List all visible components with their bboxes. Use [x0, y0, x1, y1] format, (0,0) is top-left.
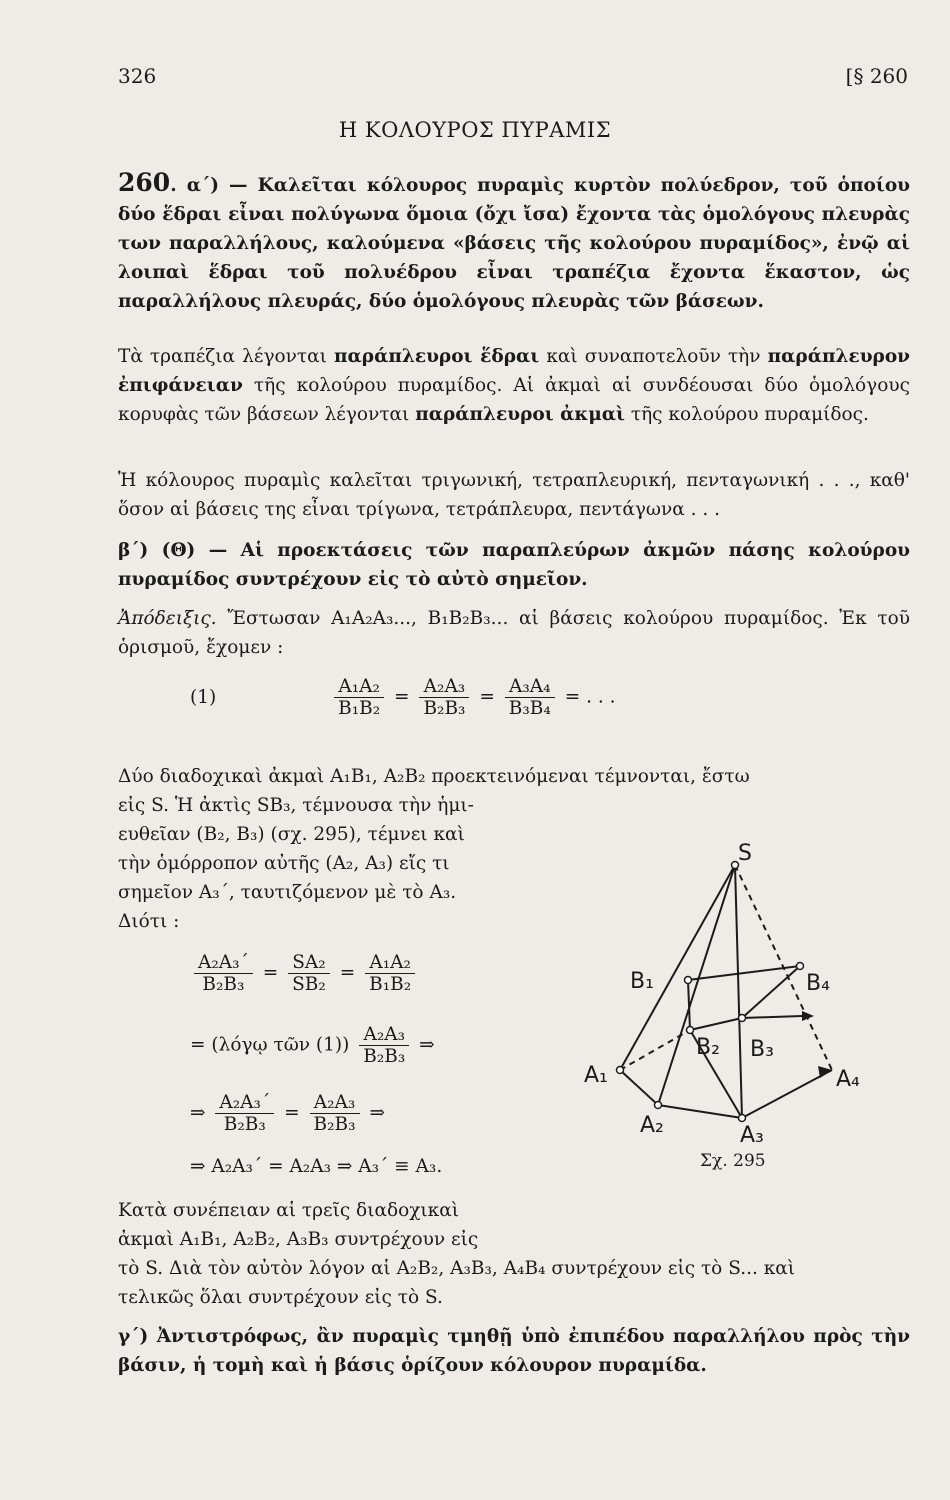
numerator: A₁A₂	[365, 952, 415, 974]
implies-arrow: ⇒	[419, 1034, 435, 1056]
denominator: B₂B₃	[202, 974, 245, 995]
denominator: B₂B₃	[223, 1114, 266, 1135]
term-lateral-surface: παράπλευρον ἐπιφάνειαν	[118, 346, 911, 396]
section-reference: [§ 260	[845, 64, 908, 88]
equation-3	[190, 1024, 435, 1067]
fraction	[310, 1092, 360, 1135]
theorem-statement: β΄) (Θ) — Αἱ προεκτάσεις τῶν παραπλεύρων ἀκμῶν πάσης κολούρου πυραμίδος συντρέχουν εἰς τὸ αὐτὸ σημεῖον.	[118, 540, 910, 590]
text-line: εἰς S. Ἡ ἀκτὶς SB₃, τέμνουσα τὴν ἡμι-	[118, 795, 474, 816]
lateral-faces-paragraph	[118, 342, 910, 429]
page-title: Η ΚΟΛΟΥΡΟΣ ΠΥΡΑΜΙΣ	[338, 118, 612, 142]
edge-a3-a4	[742, 1070, 832, 1118]
edge-a2-a3	[658, 1105, 742, 1118]
ellipsis: = . . .	[564, 686, 616, 708]
fraction	[288, 952, 330, 995]
fraction	[334, 676, 384, 719]
definition-text: . α΄) — Καλεῖται κόλουρος πυραμὶς κυρτὸν πολύεδρον, τοῦ ὁποίου δύο ἕδραι εἶναι πολύγωνα ὅμοια (ὄχι ἴσα) ἔχοντα τὰς ὁμολόγους πλευρὰς των παραλλήλους, καλούμενα «βάσεις τῆς κολούρου πυραμίδος», ἐνῷ αἱ λοιπαὶ ἕδραι τοῦ πολυέδρου εἶναι τραπέζια ἔχοντα ἕκαστον, ὡς παραλλήλους πλευράς, δύο ὁμολόγους πλευρὰς τῶν βάσεων.	[118, 175, 910, 312]
text-line: ευθεῖαν (B₂, B₃) (σχ. 295), τέμνει καὶ	[118, 824, 465, 845]
denominator: B₁B₂	[369, 974, 412, 995]
fraction	[505, 676, 555, 719]
edge-a1-a2	[620, 1070, 658, 1105]
numerator: A₂A₃΄	[194, 952, 253, 974]
implies-arrow: ⇒	[190, 1102, 206, 1124]
numerator: A₁A₂	[334, 676, 384, 698]
classification-paragraph: Ἡ κόλουρος πυραμὶς καλεῖται τριγωνική, τετραπλευρική, πενταγωνική . . ., καθ' ὅσον αἱ βάσεις της εἶναι τρίγωνα, τετράπλευρα, πεντάγωνα . . .	[118, 470, 910, 520]
fraction	[365, 952, 415, 995]
label-b2: B₂	[696, 1035, 720, 1060]
term-lateral-faces: παράπλευροι ἕδραι	[334, 346, 540, 367]
denominator: B₂B₃	[363, 1046, 406, 1067]
proof-intro	[118, 604, 910, 662]
denominator: B₂B₃	[313, 1114, 356, 1135]
article-number: 260	[118, 168, 171, 197]
equation-1	[190, 676, 615, 719]
equation-5: ⇒ A₂A₃΄ = A₂A₃ ⇒ A₃΄ ≡ A₃.	[190, 1156, 443, 1177]
text-run: τῆς κολούρου πυραμίδος.	[624, 404, 869, 425]
edge-b2-b3	[690, 1018, 742, 1030]
equals-sign: =	[262, 962, 279, 984]
equals-sign: =	[284, 1102, 300, 1124]
numerator: A₃A₄	[505, 676, 555, 698]
denominator: B₁B₂	[338, 698, 381, 719]
point-b3	[739, 1015, 746, 1022]
implies-arrow: ⇒	[369, 1102, 385, 1124]
text-line: Διότι :	[118, 911, 180, 932]
text-line: τελικῶς ὅλαι συντρέχουν εἰς τὸ S.	[118, 1287, 443, 1308]
numerator: A₂A₃	[419, 676, 469, 698]
figure-caption: Σχ. 295	[700, 1151, 766, 1170]
numerator: A₂A₃΄	[215, 1092, 274, 1114]
fraction	[359, 1024, 409, 1067]
text-run: Τὰ τραπέζια λέγονται	[118, 346, 334, 367]
denominator: SB₂	[292, 974, 326, 995]
text-run: καὶ συναποτελοῦν τὴν	[539, 346, 768, 367]
equals-sign: =	[339, 962, 356, 984]
text-line: ἀκμαὶ A₁B₁, A₂B₂, A₃B₃ συντρέχουν εἰς	[118, 1229, 479, 1250]
definition-paragraph	[118, 168, 910, 316]
text-line: τὸ S. Διὰ τὸν αὐτὸν λόγον αἱ A₂B₂, A₃B₃, A₄B₄ συντρέχουν εἰς τὸ S... καὶ	[118, 1258, 796, 1279]
label-a1: A₁	[584, 1063, 608, 1088]
conclusion-paragraph	[118, 1196, 910, 1312]
numerator: SA₂	[288, 952, 330, 974]
page-header	[118, 64, 908, 98]
label-a3: A₃	[740, 1123, 764, 1148]
proof-intro-text: Ἔστωσαν A₁A₂A₃..., B₁B₂B₃... αἱ βάσεις κολούρου πυραμίδος. Ἐκ τοῦ ὁρισμοῦ, ἔχομεν :	[118, 608, 910, 658]
text-line: τὴν ὁμόρροπον αὐτῆς (A₂, A₃) εἴς τι	[118, 853, 450, 874]
denominator: B₂B₃	[423, 698, 466, 719]
text-run: τῆς κολούρου πυραμίδος. Αἱ ἀκμαὶ αἱ συνδέουσαι δύο ὁμολόγους κορυφὰς τῶν βάσεων λέγονται	[118, 375, 910, 425]
label-b1: B₁	[630, 969, 654, 994]
label-b4: B₄	[806, 971, 830, 996]
proof-label: Ἀπόδειξις.	[118, 608, 217, 629]
numerator: A₂A₃	[310, 1092, 360, 1114]
label-a4: A₄	[836, 1067, 860, 1092]
point-b2	[687, 1027, 694, 1034]
edge-s-a3	[735, 865, 742, 1118]
point-a2	[655, 1102, 662, 1109]
label-a2: A₂	[640, 1113, 664, 1138]
point-a3	[739, 1115, 746, 1122]
edge-s-a2	[658, 865, 735, 1105]
term-lateral-edges: παράπλευροι ἀκμαὶ	[415, 404, 625, 425]
fraction	[215, 1092, 274, 1135]
converse-statement: γ΄) Ἀντιστρόφως, ἂν πυραμὶς τμηθῇ ὑπὸ ἐπιπέδου παραλλήλου πρὸς τὴν βάσιν, ἡ τομὴ καὶ ἡ βάσις ὁρίζουν κόλουρον πυραμίδα.	[118, 1326, 910, 1376]
frustum-figure	[570, 830, 890, 1170]
text-line: Δύο διαδοχικαὶ ἀκμαὶ A₁B₁, A₂B₂ προεκτεινόμεναι τέμνονται, ἔστω	[118, 766, 750, 787]
equation-4	[190, 1092, 385, 1135]
denominator: B₃B₄	[508, 698, 551, 719]
text-line: Κατὰ συνέπειαν αἱ τρεῖς διαδοχικαὶ	[118, 1200, 459, 1221]
equals-sign: =	[479, 686, 495, 708]
text-line: σημεῖον A₃΄, ταυτιζόμενον μὲ τὸ A₃.	[118, 882, 457, 903]
fraction	[194, 952, 253, 995]
edge-b1-b2	[688, 980, 690, 1030]
equation-prefix: = (λόγῳ τῶν (1))	[190, 1034, 350, 1056]
label-b3: B₃	[750, 1037, 774, 1062]
edge-b1-b4	[688, 966, 800, 980]
equation-2	[190, 952, 419, 995]
fraction	[419, 676, 469, 719]
numerator: A₂A₃	[359, 1024, 409, 1046]
point-b1	[685, 977, 692, 984]
edge-b3-b4	[742, 966, 800, 1018]
point-b4	[797, 963, 804, 970]
equation-label: (1)	[190, 687, 217, 708]
page-number: 326	[118, 64, 157, 88]
label-s: S	[738, 841, 752, 866]
ray-b3	[742, 1016, 802, 1018]
point-a1	[617, 1067, 624, 1074]
equals-sign: =	[394, 686, 410, 708]
